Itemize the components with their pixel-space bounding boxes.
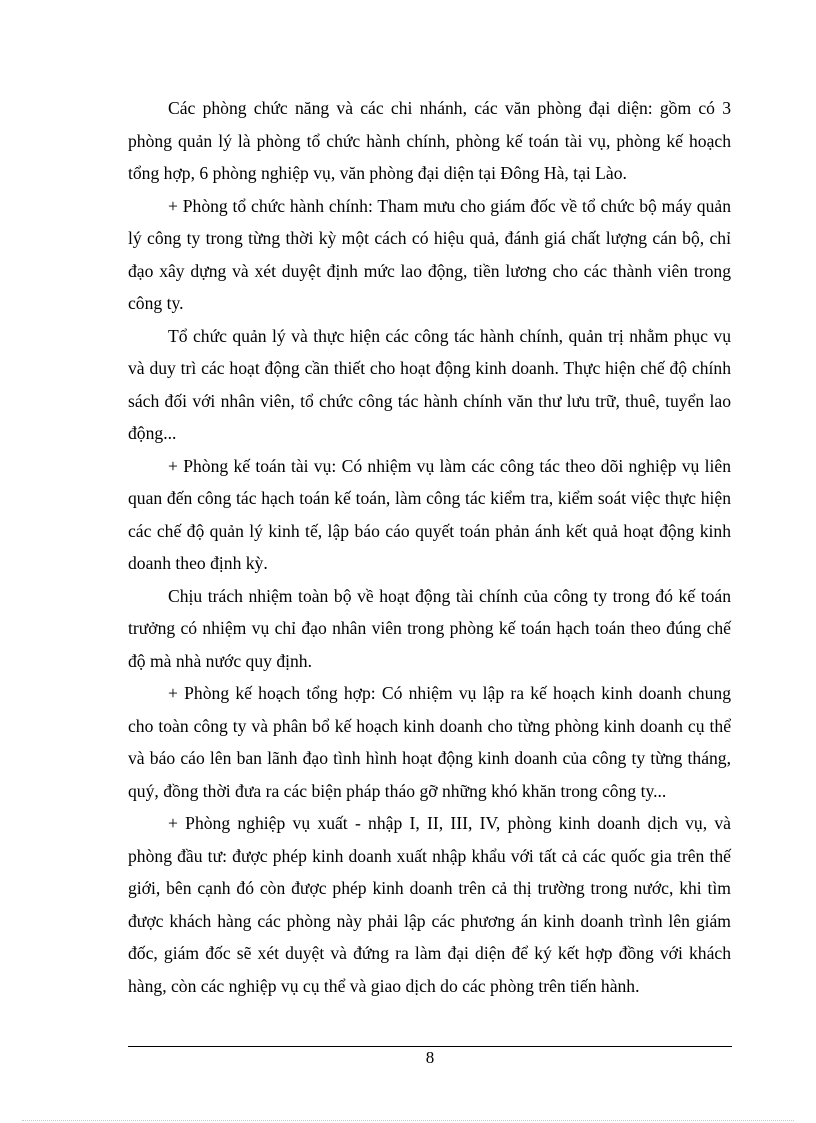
page-number: 8	[425, 1048, 435, 1067]
paragraph: Tổ chức quản lý và thực hiện các công tác hành chính, quản trị nhằm phục vụ và duy trì các hoạt động cần thiết cho hoạt động kinh doanh. Thực hiện chế độ chính sách đối với nhân viên, tổ chức công tác hành chính văn thư lưu trữ, thuê, tuyển lao động...	[128, 325, 731, 443]
paragraph: + Phòng kế toán tài vụ: Có nhiệm vụ làm các công tác theo dõi nghiệp vụ liên quan đến công tác hạch toán kế toán, làm công tác kiểm tra, kiểm soát việc thực hiện các chế độ quản lý kinh tế, lập báo cáo quyết toán phản ánh kết quả hoạt động kinh doanh theo định kỳ.	[128, 455, 731, 573]
paragraph: + Phòng kế hoạch tổng hợp: Có nhiệm vụ lập ra kế hoạch kinh doanh chung cho toàn công ty và phân bổ kế hoạch kinh doanh cho từng phòng kinh doanh cụ thể và báo cáo lên ban lãnh đạo tình hình hoạt động kinh doanh của công ty từng tháng, quý, đồng thời đưa ra các biện pháp tháo gỡ những khó khăn trong công ty...	[128, 683, 731, 801]
paragraph: + Phòng nghiệp vụ xuất - nhập I, II, III, IV, phòng kinh doanh dịch vụ, và phòng đầu tư: được phép kinh doanh xuất nhập khẩu với tất cả các quốc gia trên thế giới, bên cạnh đó còn được phép kinh doanh trên cả thị trường trong nước, khi tìm được khách hàng các phòng này phải lập các phương án kinh doanh trình lên giám đốc, giám đốc sẽ xét duyệt và đứng ra làm đại diện để ký kết hợp đồng với khách hàng, còn các nghiệp vụ cụ thể và giao dịch do các phòng trên tiến hành.	[128, 813, 731, 996]
paragraph: + Phòng tổ chức hành chính: Tham mưu cho giám đốc về tổ chức bộ máy quản lý công ty trong từng thời kỳ một cách có hiệu quả, đánh giá chất lượng cán bộ, chỉ đạo xây dựng và xét duyệt định mức lao động, tiền lương cho các thành viên trong công ty.	[128, 195, 731, 313]
page-bottom-edge	[22, 1120, 794, 1121]
paragraph: Các phòng chức năng và các chi nhánh, các văn phòng đại diện: gồm có 3 phòng quản lý là phòng tổ chức hành chính, phòng kế toán tài vụ, phòng kế hoạch tổng hợp, 6 phòng nghiệp vụ, văn phòng đại diện tại Đông Hà, tại Lào.	[128, 98, 731, 183]
paragraph: Chịu trách nhiệm toàn bộ về hoạt động tài chính của công ty trong đó kế toán trưởng có nhiệm vụ chỉ đạo nhân viên trong phòng kế toán hạch toán theo đúng chế độ mà nhà nước quy định.	[128, 585, 731, 671]
body-text	[128, 92, 731, 1002]
